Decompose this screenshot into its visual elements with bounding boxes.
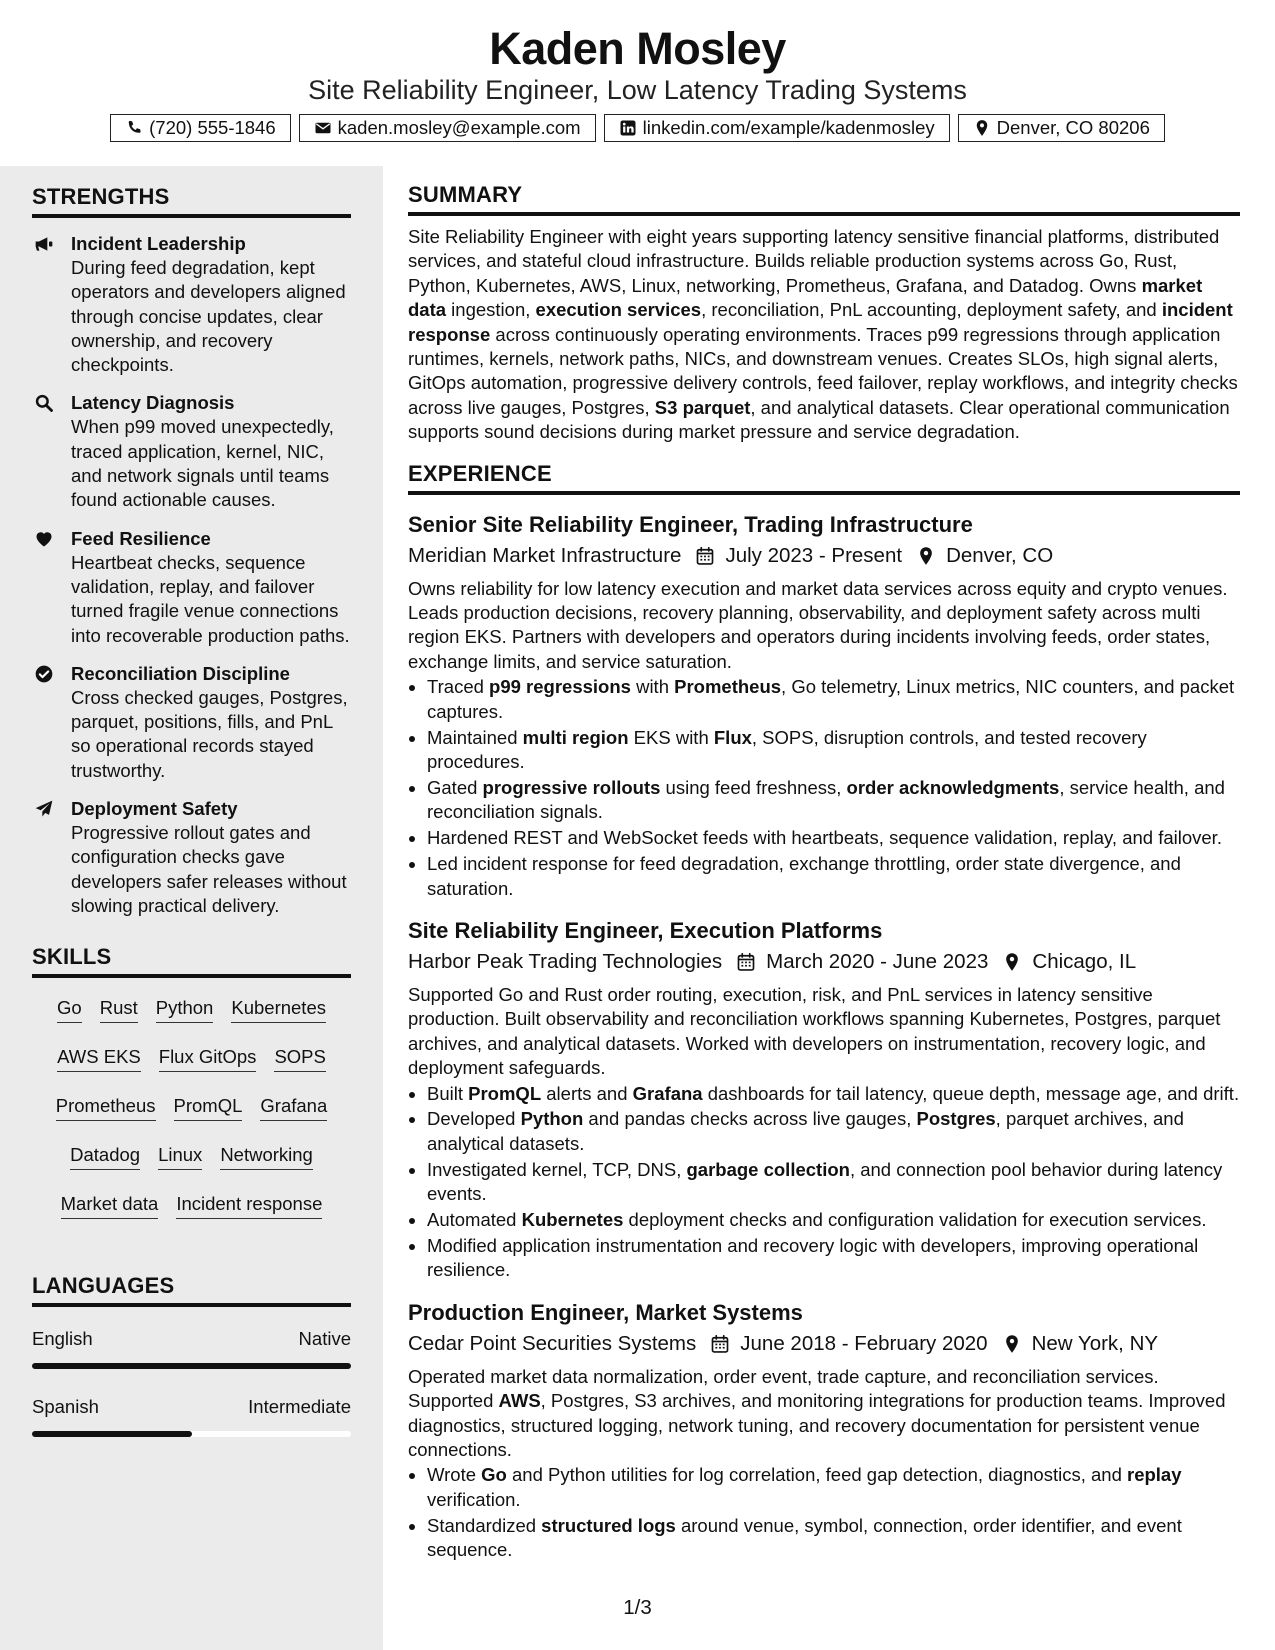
- experience-list: [408, 511, 1240, 1563]
- summary-text: Site Reliability Engineer with eight years supporting latency sensitive financial platforms, distributed services, and stateful cloud infrastructure. Builds reliable production systems across Go, Rust, Python, Kubernetes, AWS, Linux, networking, Prometheus, Grafana, and Datadog. Owns market data ingestion, execution services, reconciliation, PnL accounting, deployment safety, and incident response across continuously operating environments. Traces p99 regressions through application runtimes, kernels, network paths, NICs, and downstream venues. Creates SLOs, high signal alerts, GitOps automation, progressive delivery controls, feed failover, replay workflows, and integrity checks across live gauges, Postgres, S3 parquet, and analytical datasets. Clear operational communication supports sound decisions during market pressure and service degradation.: [408, 226, 1238, 443]
- languages-heading: LANGUAGES: [32, 1273, 351, 1307]
- job-bullet: • Gated progressive rollouts using feed freshness, order acknowledgments, service health, and reconciliation signals.: [427, 776, 1240, 825]
- job-entry: [408, 511, 1240, 901]
- strength-item: [32, 527, 351, 648]
- strength-title: Deployment Safety: [71, 798, 238, 820]
- skill-tag: Networking: [220, 1143, 313, 1170]
- skill-tag: Incident response: [176, 1192, 322, 1219]
- job-location: Denver, CO: [946, 543, 1054, 567]
- job-entry: [408, 917, 1240, 1283]
- contact-bar: [0, 114, 1275, 142]
- strength-item: [32, 391, 351, 512]
- sidebar-content: [32, 184, 351, 1437]
- strength-title: Latency Diagnosis: [71, 392, 235, 414]
- strength-title: Feed Resilience: [71, 527, 211, 549]
- strength-item: [32, 662, 351, 783]
- language-name: English: [32, 1328, 93, 1350]
- skill-tag: Linux: [158, 1143, 202, 1170]
- job-dates: June 2018 - February 2020: [740, 1331, 988, 1355]
- skill-tag: Kubernetes: [231, 996, 326, 1023]
- job-title: Site Reliability Engineer, Execution Platforms: [408, 917, 883, 943]
- language-level: Native: [298, 1328, 351, 1350]
- language-proficiency-bar: [32, 1431, 351, 1437]
- language-item: [32, 1395, 351, 1437]
- strength-desc: Heartbeat checks, sequence validation, replay, and failover turned fragile venue connections into recoverable production paths.: [71, 551, 350, 646]
- map-pin-icon: [973, 119, 991, 137]
- job-location: Chicago, IL: [1032, 949, 1137, 973]
- language-item: [32, 1327, 351, 1369]
- skill-tag: Prometheus: [56, 1094, 156, 1121]
- language-proficiency-bar: [32, 1363, 351, 1369]
- job-bullet: • Developed Python and pandas checks across live gauges, Postgres, parquet archives, and analytical datasets.: [427, 1107, 1240, 1156]
- sidebar: [0, 166, 383, 1650]
- strength-item: [32, 797, 351, 918]
- job-meta: [408, 542, 1240, 570]
- candidate-name: Kaden Mosley: [489, 23, 786, 74]
- strength-item: [32, 232, 351, 377]
- job-dates: March 2020 - June 2023: [766, 949, 989, 973]
- job-bullet: • Modified application instrumentation and recovery logic with developers, improving operational resilience.: [427, 1234, 1240, 1283]
- map-pin-icon: [916, 546, 936, 566]
- job-title: Production Engineer, Market Systems: [408, 1299, 803, 1325]
- candidate-headline: Site Reliability Engineer, Low Latency Trading Systems: [308, 75, 967, 105]
- linkedin-icon: [619, 119, 637, 137]
- language-proficiency-fill: [32, 1431, 192, 1437]
- job-company: Meridian Market Infrastructure: [408, 543, 682, 567]
- map-pin-icon: [1002, 1334, 1022, 1354]
- experience-heading: EXPERIENCE: [408, 461, 1240, 495]
- job-bullet: • Built PromQL alerts and Grafana dashboards for tail latency, queue depth, message age, and drift.: [427, 1082, 1240, 1106]
- page-number: 1/3: [623, 1596, 652, 1619]
- skills-heading: SKILLS: [32, 944, 351, 978]
- contact-email[interactable]: [299, 114, 596, 142]
- phone-icon: [125, 119, 143, 137]
- job-bullets: [408, 675, 1240, 901]
- skill-tag: Rust: [100, 996, 138, 1023]
- contact-phone[interactable]: [110, 114, 291, 142]
- skills-list: [32, 990, 351, 1235]
- job-bullet: • Hardened REST and WebSocket feeds with heartbeats, sequence validation, replay, and failover.: [427, 826, 1240, 850]
- skill-tag: Datadog: [70, 1143, 140, 1170]
- strength-desc: During feed degradation, kept operators and developers aligned through concise updates, clear ownership, and recovery checkpoints.: [71, 257, 346, 376]
- contact-location[interactable]: [958, 114, 1165, 142]
- skill-tag: Grafana: [260, 1094, 327, 1121]
- skill-tag: Go: [57, 996, 82, 1023]
- job-description: Operated market data normalization, order event, trade capture, and reconciliation services. Supported AWS, Postgres, S3 archives, and monitoring integrations for production teams. Improved diagnostics, structured logging, network tuning, and recovery documentation for persistent venue connections.: [408, 1365, 1226, 1461]
- skill-tag: Flux GitOps: [159, 1045, 257, 1072]
- map-pin-icon: [1002, 952, 1022, 972]
- job-description: Supported Go and Rust order routing, execution, risk, and PnL services in latency sensitive production. Built observability and reconciliation workflows spanning Kubernetes, Postgres, parquet archives, and analytical datasets. Worked with developers on instrumentation, recovery logic, and deployment safeguards.: [408, 983, 1221, 1079]
- envelope-icon: [314, 119, 332, 137]
- job-title: Senior Site Reliability Engineer, Trading Infrastructure: [408, 511, 973, 537]
- main-content: [408, 182, 1240, 1564]
- contact-phone-text: (720) 555-1846: [149, 117, 276, 138]
- search-icon: [34, 393, 54, 413]
- calendar-icon: [736, 952, 756, 972]
- job-meta: [408, 1330, 1240, 1358]
- job-bullet: • Standardized structured logs around venue, symbol, connection, order identifier, and event sequence.: [427, 1514, 1240, 1563]
- job-meta: [408, 948, 1240, 976]
- skill-tag: AWS EKS: [57, 1045, 141, 1072]
- strength-title: Incident Leadership: [71, 233, 246, 254]
- contact-linkedin-text: linkedin.com/example/kadenmosley: [642, 117, 935, 138]
- resume-header: [0, 0, 1275, 166]
- job-bullet: • Wrote Go and Python utilities for log correlation, feed gap detection, diagnostics, and replay verification.: [427, 1463, 1240, 1512]
- job-bullets: [408, 1463, 1240, 1562]
- language-proficiency-fill: [32, 1363, 351, 1369]
- calendar-icon: [695, 546, 715, 566]
- job-dates: July 2023 - Present: [725, 543, 903, 567]
- job-bullet: • Investigated kernel, TCP, DNS, garbage collection, and connection pool behavior during latency events.: [427, 1158, 1240, 1207]
- language-name: Spanish: [32, 1396, 99, 1418]
- megaphone-icon: [34, 234, 54, 254]
- skill-tag: PromQL: [174, 1094, 243, 1121]
- strength-title: Reconciliation Discipline: [71, 662, 290, 684]
- heart-icon: [34, 529, 54, 549]
- job-bullet: • Traced p99 regressions with Prometheus, Go telemetry, Linux metrics, NIC counters, and packet captures.: [427, 675, 1240, 724]
- job-description: Owns reliability for low latency execution and market data services across equity and crypto venues. Leads production decisions, recovery planning, observability, and deployment safety across multi region EKS. Partners with developers and operators during incidents involving feeds, order states, exchange limits, and service saturation.: [408, 577, 1228, 672]
- job-entry: [408, 1299, 1240, 1563]
- skill-tag: SOPS: [274, 1045, 325, 1072]
- calendar-icon: [710, 1334, 730, 1354]
- contact-linkedin[interactable]: [604, 114, 950, 142]
- paper-plane-icon: [34, 799, 54, 819]
- strength-desc: When p99 moved unexpectedly, traced application, kernel, NIC, and network signals until teams found actionable causes.: [71, 416, 334, 511]
- contact-location-text: Denver, CO 80206: [996, 117, 1150, 138]
- job-bullet: • Maintained multi region EKS with Flux, SOPS, disruption controls, and tested recovery procedures.: [427, 726, 1240, 775]
- check-circle-icon: [34, 664, 54, 684]
- job-location: New York, NY: [1031, 1331, 1159, 1355]
- contact-email-text: kaden.mosley@example.com: [337, 117, 581, 138]
- strength-desc: Cross checked gauges, Postgres, parquet, positions, fills, and PnL so operational records stayed trustworthy.: [71, 686, 348, 781]
- job-company: Cedar Point Securities Systems: [408, 1331, 697, 1355]
- strength-desc: Progressive rollout gates and configuration checks gave developers safer releases without slowing practical delivery.: [71, 822, 347, 916]
- job-bullets: [408, 1082, 1240, 1283]
- summary-heading: SUMMARY: [408, 182, 1240, 216]
- skill-tag: Python: [156, 996, 214, 1023]
- skill-tag: Market data: [61, 1192, 159, 1219]
- language-level: Intermediate: [248, 1396, 351, 1418]
- strengths-heading: STRENGTHS: [32, 184, 351, 218]
- job-bullet: • Automated Kubernetes deployment checks and configuration validation for execution services.: [427, 1208, 1240, 1232]
- job-company: Harbor Peak Trading Technologies: [408, 949, 723, 973]
- job-bullet: • Led incident response for feed degradation, exchange throttling, order state divergence, and saturation.: [427, 852, 1240, 901]
